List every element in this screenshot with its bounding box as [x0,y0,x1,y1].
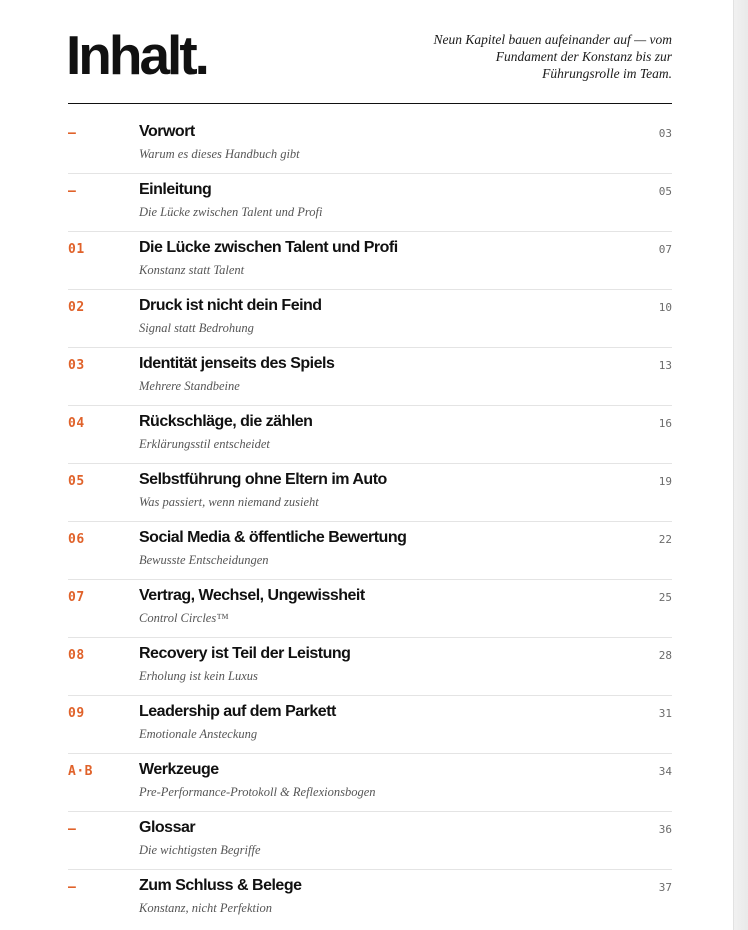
chapter-number: A·B [68,764,93,779]
chapter-number: 01 [68,242,85,257]
chapter-number: — [68,184,77,199]
chapter-number: — [68,822,77,837]
toc-entry-content [68,639,672,687]
chapter-title[interactable]: Social Media & öffentliche Bewertung [139,529,407,546]
page-number: 37 [658,881,672,894]
chapter-title[interactable]: Druck ist nicht dein Feind [139,297,322,314]
chapter-number: 09 [68,706,85,721]
chapter-title[interactable]: Selbstführung ohne Eltern im Auto [139,471,387,488]
toc-entry[interactable] [68,290,672,348]
toc-header [68,0,672,104]
chapter-title[interactable]: Identität jenseits des Spiels [139,355,335,372]
chapter-title[interactable]: Recovery ist Teil der Leistung [139,645,351,662]
chapter-subtitle: Konstanz statt Talent [139,263,245,277]
toc-entry[interactable] [68,174,672,232]
page-title: Inhalt. [66,24,207,86]
toc-entry[interactable] [68,754,672,812]
page-number: 16 [658,417,672,430]
chapter-title[interactable]: Rückschläge, die zählen [139,413,313,430]
table-of-contents-page [68,0,672,927]
chapter-title[interactable]: Die Lücke zwischen Talent und Profi [139,239,398,256]
chapter-number: 03 [68,358,85,373]
chapter-title[interactable]: Leadership auf dem Parkett [139,703,336,720]
toc-entry-content [68,465,672,513]
chapter-subtitle: Erholung ist kein Luxus [139,669,258,683]
toc-entry-content [68,349,672,397]
toc-entry[interactable] [68,870,672,927]
toc-entry[interactable] [68,812,672,870]
page-number: 31 [658,707,672,720]
chapter-subtitle: Konstanz, nicht Perfektion [139,901,272,915]
chapter-number: — [68,126,77,141]
page-number: 25 [658,591,672,604]
chapter-title[interactable]: Zum Schluss & Belege [139,877,302,894]
page-number: 34 [658,765,672,778]
chapter-title[interactable]: Einleitung [139,181,212,198]
chapter-subtitle: Emotionale Ansteckung [139,727,258,741]
toc-entry[interactable] [68,464,672,522]
chapter-title[interactable]: Werkzeuge [139,761,219,778]
page-number: 13 [658,359,672,372]
toc-entry-content [68,117,672,165]
toc-list [68,104,672,927]
chapter-number: 07 [68,590,85,605]
toc-entry-content [68,813,672,861]
page-number: 10 [658,301,672,314]
page-number: 28 [658,649,672,662]
chapter-number: — [68,880,77,895]
chapter-title[interactable]: Vorwort [139,123,195,140]
page-number: 03 [658,127,672,140]
toc-entry-content [68,291,672,339]
page-number: 36 [658,823,672,836]
toc-entry[interactable] [68,406,672,464]
chapter-number: 02 [68,300,85,315]
chapter-subtitle: Signal statt Bedrohung [139,321,254,335]
toc-entry[interactable] [68,104,672,174]
toc-entry-content [68,175,672,223]
toc-entry[interactable] [68,522,672,580]
toc-entry-content [68,755,672,803]
page-intro-text: Neun Kapitel bauen aufeinander auf — vom Fundament der Konstanz bis zur Führungsrolle im Team. [433,32,672,81]
chapter-subtitle: Erklärungsstil entscheidet [139,437,270,451]
chapter-number: 08 [68,648,85,663]
toc-entry-content [68,697,672,745]
toc-entry-content [68,233,672,281]
chapter-subtitle: Die wichtigsten Begriffe [139,843,261,857]
toc-entry-content [68,581,672,629]
page-number: 19 [658,475,672,488]
chapter-subtitle: Mehrere Standbeine [139,379,240,393]
chapter-number: 06 [68,532,85,547]
chapter-subtitle: Bewusste Entscheidungen [139,553,269,567]
chapter-subtitle: Control Circles™ [139,611,229,625]
page-number: 22 [658,533,672,546]
chapter-title[interactable]: Glossar [139,819,196,836]
chapter-number: 05 [68,474,85,489]
toc-entry-content [68,871,672,919]
chapter-title[interactable]: Vertrag, Wechsel, Ungewissheit [139,587,365,604]
page-number: 07 [658,243,672,256]
toc-entry[interactable] [68,232,672,290]
toc-entry[interactable] [68,348,672,406]
toc-entry-content [68,407,672,455]
toc-entry[interactable] [68,696,672,754]
scrollbar-track[interactable] [733,0,748,930]
toc-entry[interactable] [68,580,672,638]
toc-entry-content [68,523,672,571]
toc-entry[interactable] [68,638,672,696]
page-number: 05 [658,185,672,198]
chapter-number: 04 [68,416,85,431]
chapter-subtitle: Warum es dieses Handbuch gibt [139,147,300,161]
chapter-subtitle: Pre-Performance-Protokoll & Reflexionsbogen [139,785,376,799]
chapter-subtitle: Die Lücke zwischen Talent und Profi [139,205,323,219]
chapter-subtitle: Was passiert, wenn niemand zusieht [139,495,319,509]
